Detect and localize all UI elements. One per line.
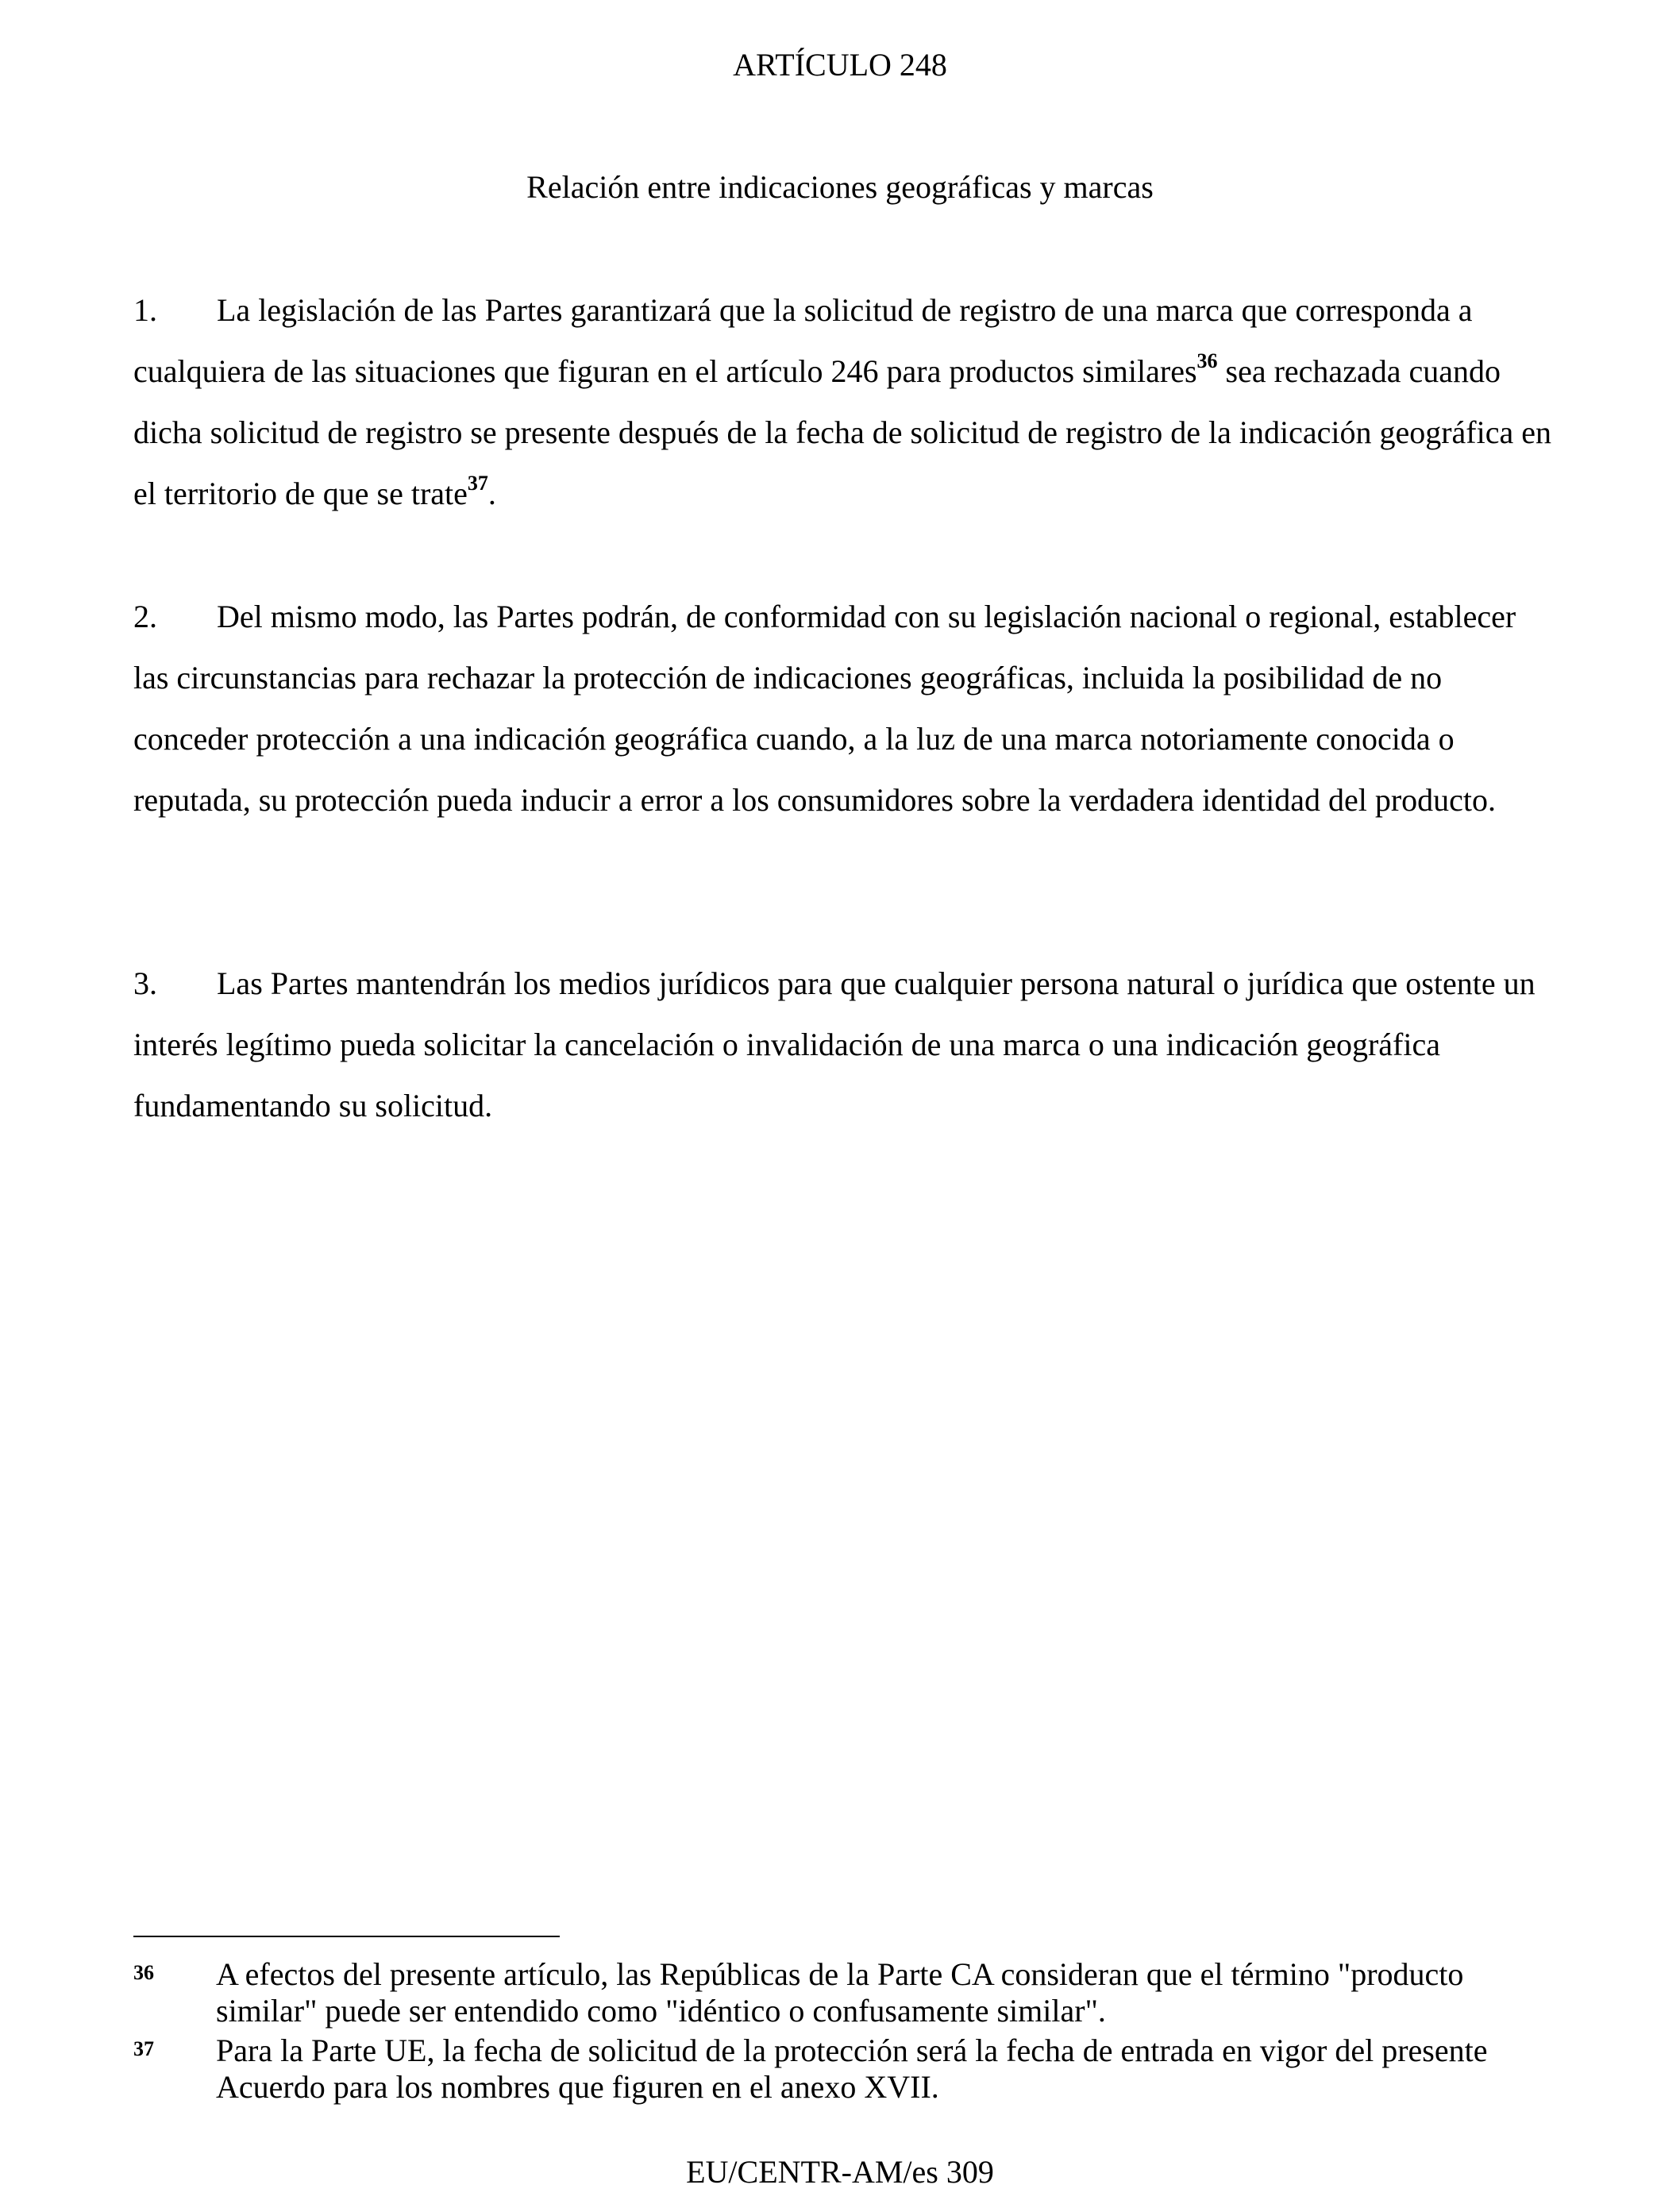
footnote-number: 37: [133, 2037, 154, 2060]
footnote-number: 36: [133, 1961, 154, 1984]
footnote-reference-36[interactable]: 36: [1196, 349, 1218, 372]
paragraph-number: 3.: [133, 965, 157, 1001]
paragraph-text: La legislación de las Partes garantizará que la solicitud de registro de una marca que corresponda a cualquiera de las situaciones que figuran en el artículo 246 para productos similares: [133, 292, 1473, 389]
footnote-reference-37[interactable]: 37: [467, 472, 488, 495]
footnote-separator: [133, 1936, 560, 1937]
footnote-36: [133, 1956, 1562, 2029]
article-subtitle: Relación entre indicaciones geográficas y marcas: [526, 169, 1154, 205]
paragraph-1: [133, 279, 1555, 524]
paragraph-text: .: [487, 476, 496, 511]
footnote-text: A efectos del presente artículo, las Repúblicas de la Parte CA consideran que el término "producto similar" puede ser entendido como "idéntico o confusamente similar".: [216, 1956, 1464, 2029]
footnote-text: Para la Parte UE, la fecha de solicitud de la protección será la fecha de entrada en vigor del presente Acuerdo para los nombres que figuren en el anexo XVII.: [216, 2033, 1488, 2105]
footnote-37: [133, 2033, 1562, 2106]
page-footer-reference: EU/CENTR-AM/es 309: [686, 2154, 994, 2190]
paragraph-3: [133, 953, 1555, 1136]
paragraph-number: 2.: [133, 599, 157, 634]
paragraph-2: [133, 586, 1555, 830]
paragraph-text: Las Partes mantendrán los medios jurídicos para que cualquier persona natural o jurídica que ostente un interés legítimo pueda solicitar la cancelación o invalidación de una marca o una indicación geográfica fundamentando su solicitud.: [133, 965, 1536, 1123]
paragraph-number: 1.: [133, 292, 157, 328]
paragraph-text: Del mismo modo, las Partes podrán, de conformidad con su legislación nacional o regional, establecer las circunstancias para rechazar la protección de indicaciones geográficas, incluida la posibilidad de no conceder protección a una indicación geográfica cuando, a la luz de una marca notoriamente conocida o reputada, su protección pueda inducir a error a los consumidores sobre la verdadera identidad del producto.: [133, 599, 1516, 818]
article-title: ARTÍCULO 248: [733, 47, 947, 83]
paragraph-text: sea rechazada cuando dicha solicitud de registro se presente después de la fecha de solicitud de registro de la indicación geográfica en el territorio de que se trate: [133, 353, 1551, 511]
